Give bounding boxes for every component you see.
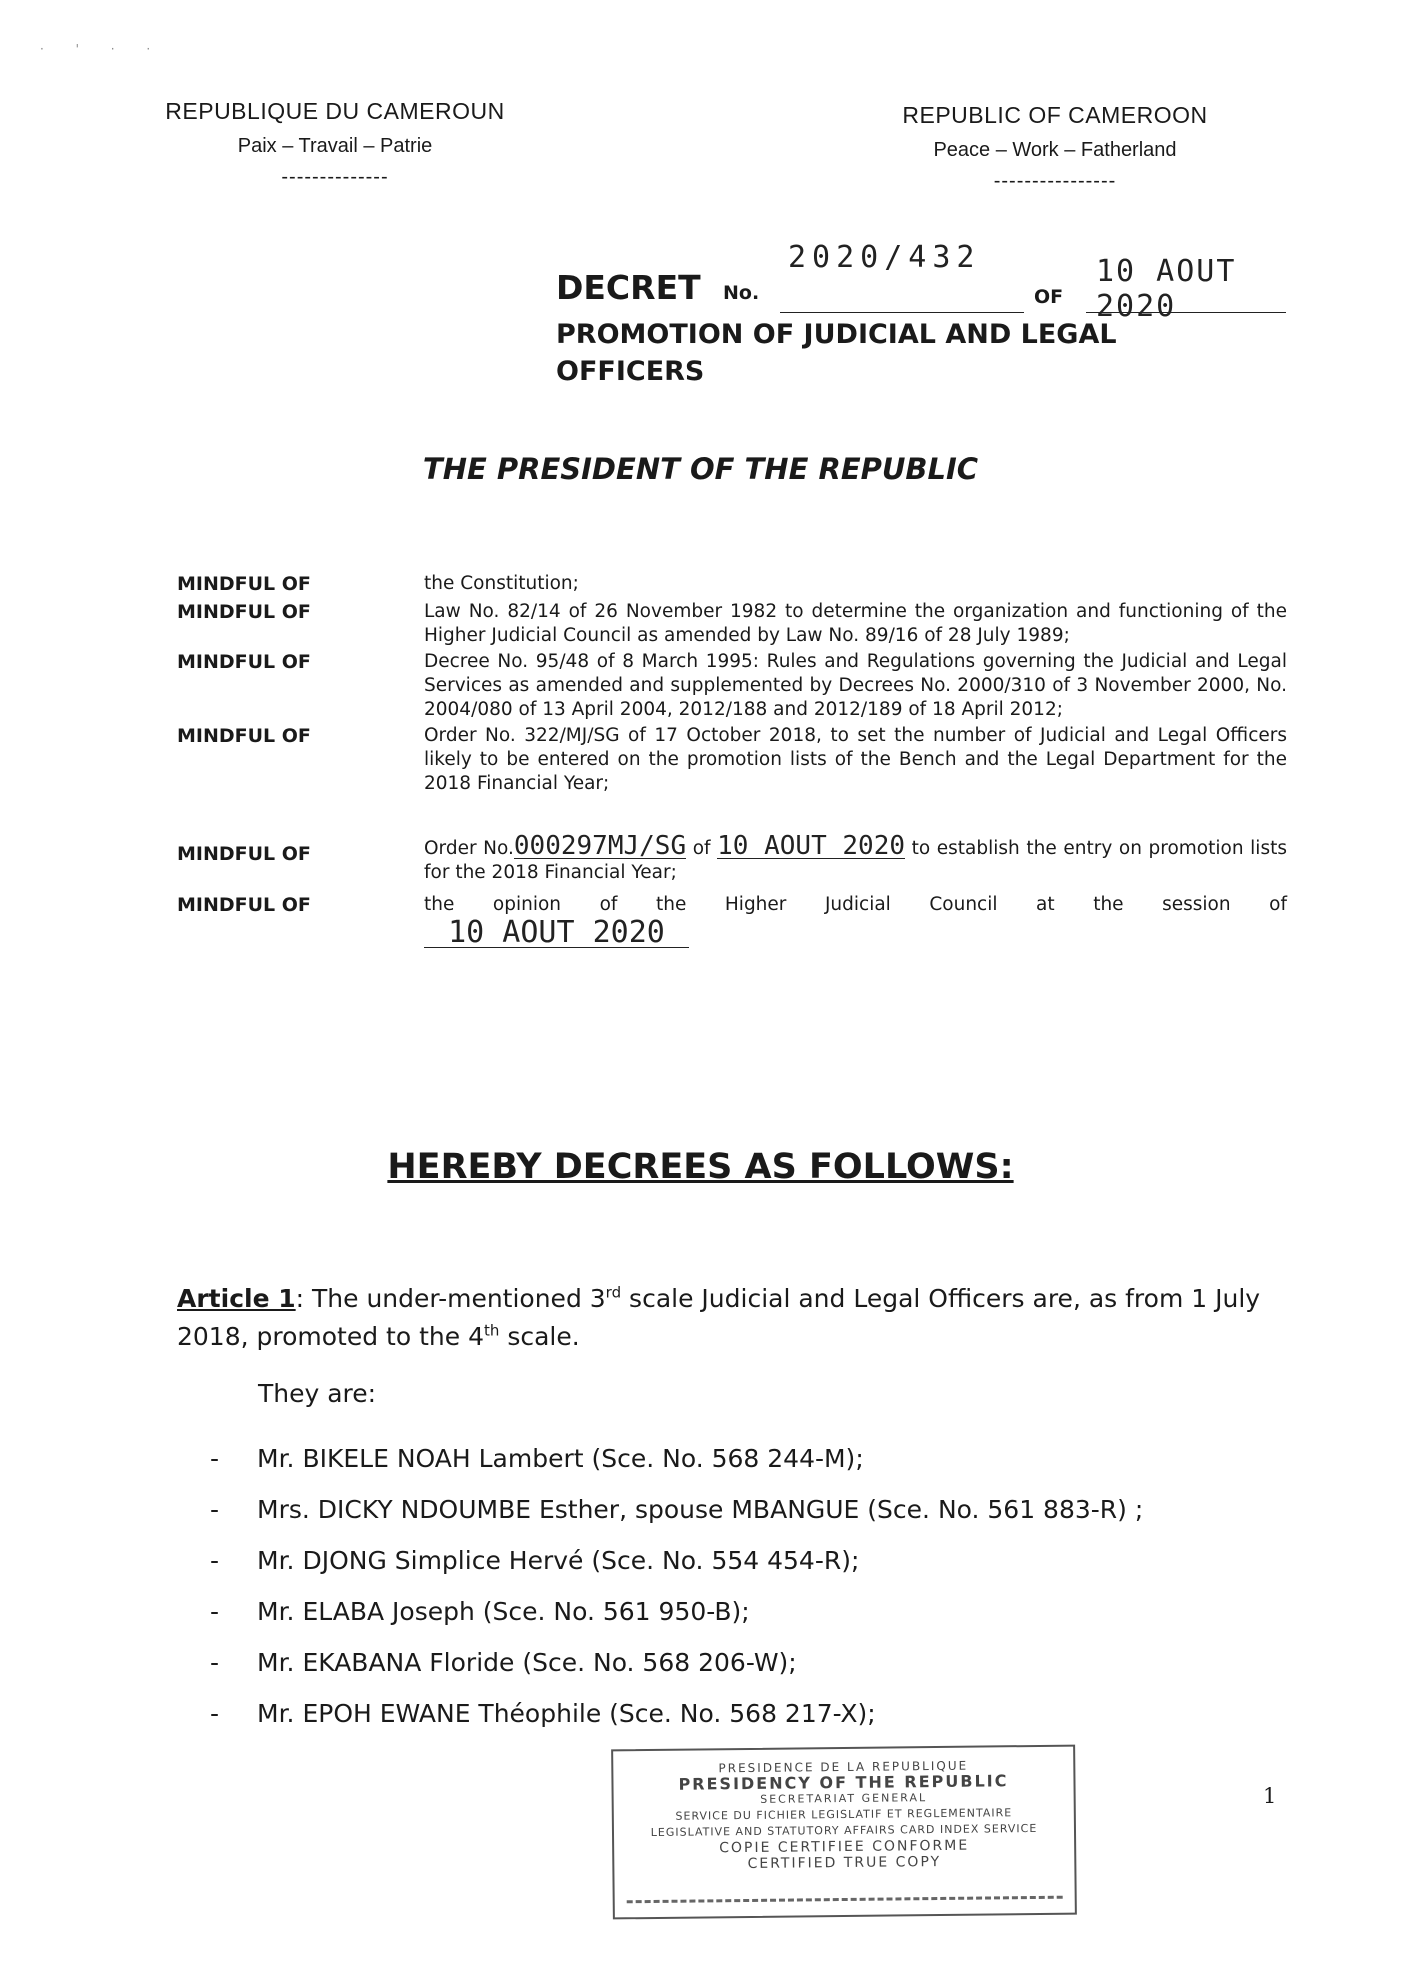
order-prefix: Order No. <box>424 838 514 859</box>
decree-word: DECRET <box>556 268 701 307</box>
header-motto-en: Peace – Work – Fatherland <box>933 139 1177 161</box>
header-rule-en: ---------------- <box>993 170 1117 192</box>
stamp-line: SECRETARIAT GENERAL <box>760 1791 928 1806</box>
article-1-sup-rd: rd <box>605 1283 622 1302</box>
they-are-label: They are: <box>258 1379 377 1408</box>
list-item <box>210 1442 1260 1493</box>
order-suffix: to establish the entry on promotion lists for the 2018 Financial Year; <box>424 838 1287 883</box>
mindful-label: MINDFUL OF <box>177 725 311 747</box>
mindful-of-section <box>177 572 1287 948</box>
list-item <box>210 1595 1260 1646</box>
header-rule-fr: -------------- <box>281 166 389 188</box>
decree-subject-line1: PROMOTION OF JUDICIAL AND LEGAL <box>556 319 1117 350</box>
order-of-word: of <box>692 838 711 859</box>
stamp-line: COPIE CERTIFIEE CONFORME <box>719 1837 970 1857</box>
officer-name: Mr. EKABANA Floride (Sce. No. 568 206-W); <box>257 1648 797 1677</box>
mindful-label: MINDFUL OF <box>177 651 311 673</box>
list-dash: - <box>210 1597 220 1626</box>
officer-name: Mr. DJONG Simplice Hervé (Sce. No. 554 454-R); <box>257 1546 860 1575</box>
mindful-label: MINDFUL OF <box>177 843 311 865</box>
decree-date-handwritten: 10 AOUT 2020 <box>1096 254 1237 324</box>
opinion-text: the opinion of the Higher Judicial Council at the session of <box>424 894 1287 915</box>
certified-copy-stamp <box>611 1745 1077 1920</box>
stamp-line: PRESIDENCE DE LA REPUBLIQUE <box>718 1758 969 1776</box>
stamp-dashed-rule <box>627 1896 1063 1904</box>
mindful-text: Law No. 82/14 of 26 November 1982 to determine the organization and functioning of the Higher Judicial Council as amended by Law No. 89/16 of 28 July 1989; <box>424 601 1287 646</box>
header-country-en: REPUBLIC OF CAMEROON <box>902 102 1208 128</box>
mindful-order-text <box>424 831 1287 885</box>
mindful-text: the Constitution; <box>424 573 579 594</box>
mindful-label: MINDFUL OF <box>177 601 311 623</box>
stamp-line: PRESIDENCY OF THE REPUBLIC <box>678 1771 1009 1794</box>
order-number-handwritten: 000297MJ/SG <box>513 831 687 861</box>
decree-subject <box>556 316 1316 390</box>
decree-number-handwritten: 2020/432 <box>788 240 981 275</box>
list-dash: - <box>210 1444 220 1473</box>
header-motto-fr: Paix – Travail – Patrie <box>237 135 433 157</box>
officer-name: Mrs. DICKY NDOUMBE Esther, spouse MBANGUE (Sce. No. 561 883-R) ; <box>257 1495 1144 1524</box>
stamp-line: LEGISLATIVE AND STATUTORY AFFAIRS CARD INDEX SERVICE <box>650 1821 1038 1840</box>
mindful-text: Order No. 322/MJ/SG of 17 October 2018, to set the number of Judicial and Legal Officers likely to be entered on the promotion lists of the Bench and the Legal Department for the 2018 Financial Year; <box>424 725 1287 794</box>
header-country-fr: REPUBLIQUE DU CAMEROUN <box>165 98 505 124</box>
list-item <box>210 1646 1260 1697</box>
officer-name: Mr. ELABA Joseph (Sce. No. 561 950-B); <box>257 1597 750 1626</box>
decree-number-underline <box>780 312 1024 313</box>
officer-name: Mr. BIKELE NOAH Lambert (Sce. No. 568 244-M); <box>257 1444 864 1473</box>
mindful-label: MINDFUL OF <box>177 894 311 916</box>
mindful-row <box>177 724 1287 796</box>
list-dash: - <box>210 1699 220 1728</box>
article-1-text-part2: scale Judicial and Legal Officers are, as from 1 July 2018, promoted to the 4 <box>177 1284 1261 1351</box>
decree-no-label: No. <box>723 282 760 304</box>
list-dash: - <box>210 1495 220 1524</box>
decree-of-label: OF <box>1034 286 1064 308</box>
list-item <box>210 1697 1260 1748</box>
page-number: 1 <box>1263 1784 1277 1808</box>
decree-subject-line2: OFFICERS <box>556 356 705 387</box>
mindful-row-order <box>177 831 1287 885</box>
article-1-text-part1: : The under-mentioned 3 <box>295 1284 606 1313</box>
mindful-row <box>177 572 1287 596</box>
session-date-handwritten: 10 AOUT 2020 <box>424 921 689 948</box>
header-french <box>160 98 510 189</box>
mindful-row <box>177 650 1287 722</box>
decree-date-underline <box>1086 312 1286 313</box>
list-item <box>210 1544 1260 1595</box>
article-1-text-part3: scale. <box>499 1322 580 1351</box>
article-1 <box>177 1280 1287 1356</box>
president-heading: THE PRESIDENT OF THE REPUBLIC <box>422 452 979 486</box>
order-date-handwritten: 10 AOUT 2020 <box>717 831 905 861</box>
header-english <box>890 102 1220 193</box>
list-dash: - <box>210 1546 220 1575</box>
list-item <box>210 1493 1260 1544</box>
list-dash: - <box>210 1648 220 1677</box>
mindful-row <box>177 600 1287 648</box>
hereby-decrees-heading: HEREBY DECREES AS FOLLOWS: <box>387 1147 1014 1187</box>
scan-specks: · ' · · <box>40 42 165 56</box>
mindful-text: Decree No. 95/48 of 8 March 1995: Rules and Regulations governing the Judicial and Legal Services as amended and supplemented by Decrees No. 2000/310 of 3 November 2000, No. 2004/080 of 13 April 2004, 2012/188 and 2012/189 of 18 April 2012; <box>424 651 1287 720</box>
article-1-sup-th: th <box>483 1321 500 1340</box>
decree-title-block <box>556 240 1316 390</box>
officer-list <box>210 1442 1260 1748</box>
stamp-line: SERVICE DU FICHIER LEGISLATIF ET REGLEMENTAIRE <box>675 1806 1013 1823</box>
mindful-row-opinion <box>177 893 1287 948</box>
mindful-label: MINDFUL OF <box>177 573 311 595</box>
officer-name: Mr. EPOH EWANE Théophile (Sce. No. 568 217-X); <box>257 1699 876 1728</box>
article-1-label: Article 1 <box>177 1284 296 1313</box>
stamp-line: CERTIFIED TRUE COPY <box>747 1853 942 1873</box>
